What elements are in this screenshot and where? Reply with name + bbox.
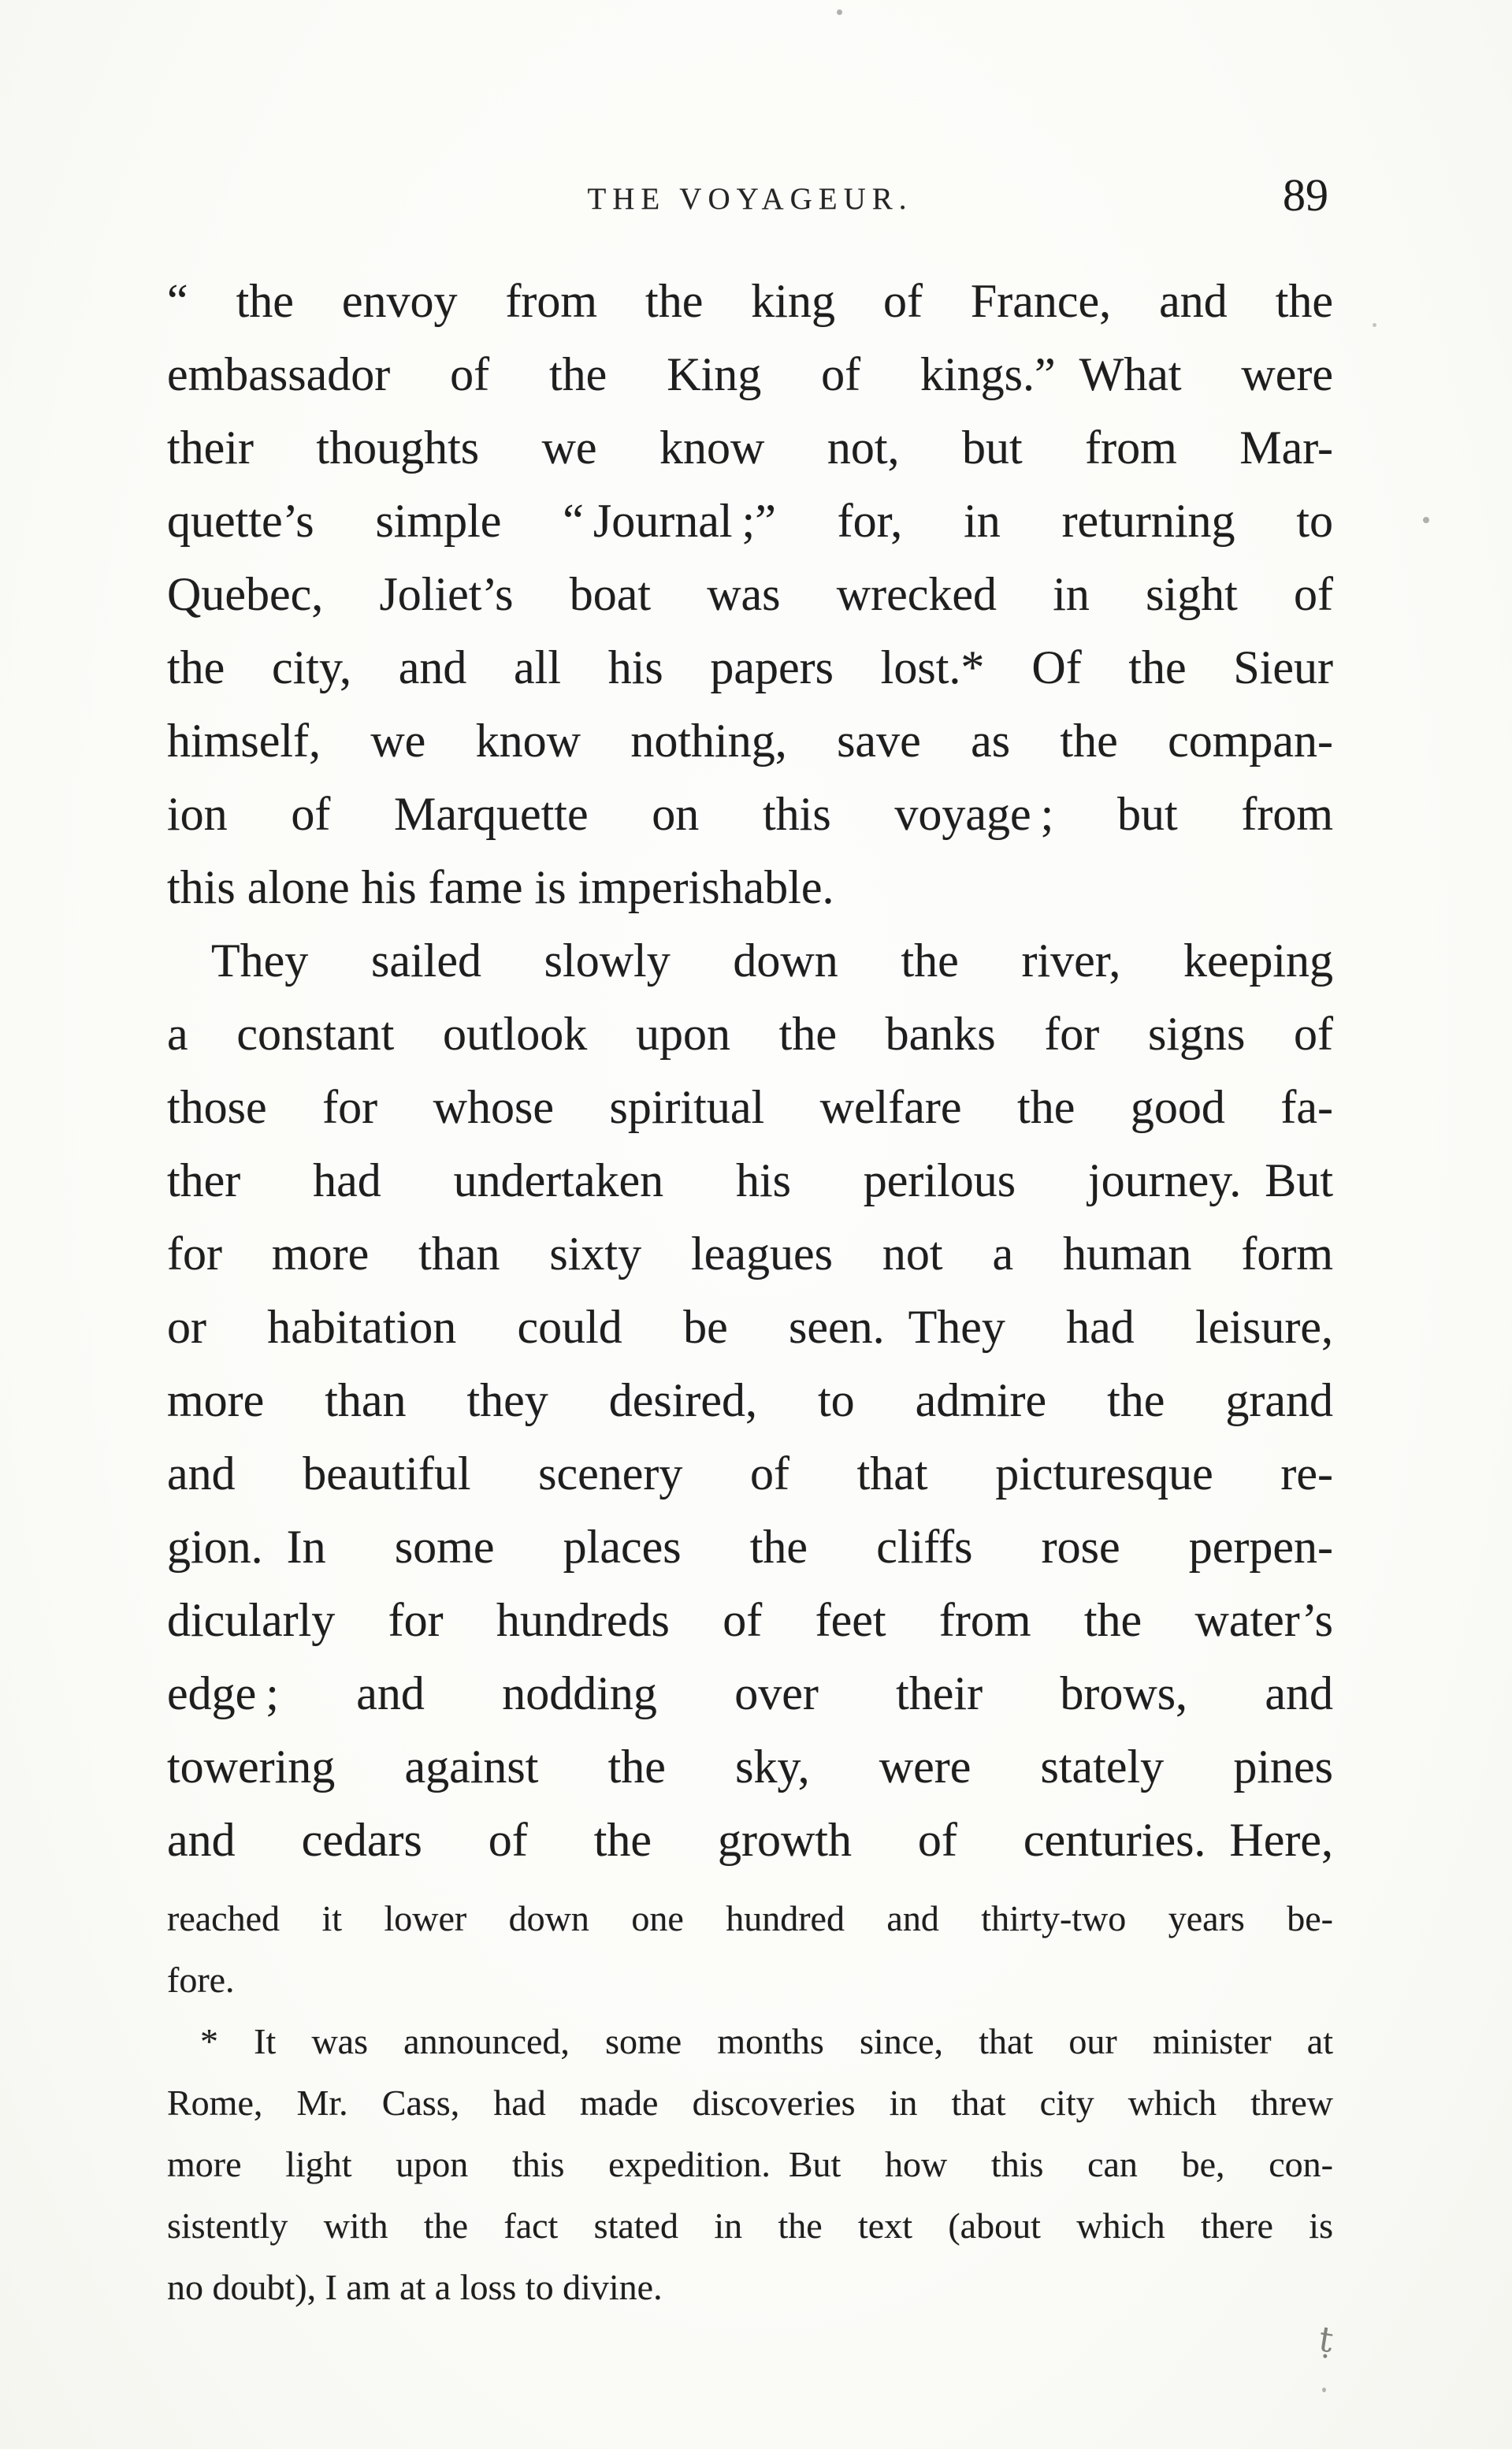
footnote-line: Rome, Mr. Cass, had made discoveries in that city which threw	[167, 2083, 1333, 2123]
scan-speck	[1322, 2388, 1326, 2392]
text-line: their thoughts we know not, but from Mar-	[167, 422, 1333, 474]
footnote-line: no doubt), I am at a loss to divine.	[167, 2267, 663, 2307]
text-line: gion. In some places the cliffs rose perpen-	[167, 1521, 1333, 1573]
footnote-line: * It was announced, some months since, that our minister at	[200, 2021, 1333, 2061]
text-line: those for whose spiritual welfare the good fa-	[167, 1081, 1333, 1133]
text-line: the city, and all his papers lost.* Of the Sieur	[167, 641, 1333, 693]
page-header	[167, 169, 1333, 235]
footnote-line: sistently with the fact stated in the text (about which there is	[167, 2206, 1333, 2246]
text-line: towering against the sky, were stately pines	[167, 1741, 1333, 1793]
text-line: edge ; and nodding over their brows, and	[167, 1667, 1333, 1719]
footnotes	[167, 1888, 1333, 2318]
paragraph-2	[167, 924, 1333, 1877]
text-line: quette’s simple “ Journal ;” for, in returning to	[167, 495, 1333, 547]
text-line: Quebec, Joliet’s boat was wrecked in sight of	[167, 568, 1333, 620]
text-line: ther had undertaken his perilous journey. But	[167, 1154, 1333, 1206]
text-line: for more than sixty leagues not a human form	[167, 1228, 1333, 1280]
footnote-line: fore.	[167, 1960, 235, 2000]
text-line: this alone his fame is imperishable.	[167, 861, 834, 913]
text-line: “ the envoy from the king of France, and the	[167, 275, 1333, 327]
text-line: or habitation could be seen. They had leisure,	[167, 1301, 1333, 1353]
text-line: more than they desired, to admire the grand	[167, 1374, 1333, 1426]
text-line: and cedars of the growth of centuries. Here,	[167, 1814, 1333, 1866]
text-line: ion of Marquette on this voyage ; but from	[167, 788, 1333, 840]
pencil-mark: ṭ	[1316, 2318, 1336, 2362]
text-line: embassador of the King of kings.” What were	[167, 348, 1333, 400]
text-line: a constant outlook upon the banks for signs of	[167, 1008, 1333, 1060]
text-line: dicularly for hundreds of feet from the water’s	[167, 1594, 1333, 1646]
running-title: THE VOYAGEUR.	[587, 182, 913, 216]
text-line: and beautiful scenery of that picturesque re-	[167, 1447, 1333, 1500]
text-line: They sailed slowly down the river, keeping	[211, 935, 1333, 987]
footnote-line: more light upon this expedition. But how this can be, con-	[167, 2144, 1333, 2184]
scan-speck	[837, 9, 842, 15]
text-line: himself, we know nothing, save as the compan-	[167, 715, 1333, 767]
paragraph-1	[167, 265, 1333, 924]
page-number: 89	[1283, 169, 1328, 221]
scan-speck	[1423, 517, 1429, 523]
scan-speck	[1373, 323, 1376, 327]
body-text	[167, 265, 1333, 1877]
footnote-line: reached it lower down one hundred and thirty-two years be-	[167, 1898, 1333, 1938]
